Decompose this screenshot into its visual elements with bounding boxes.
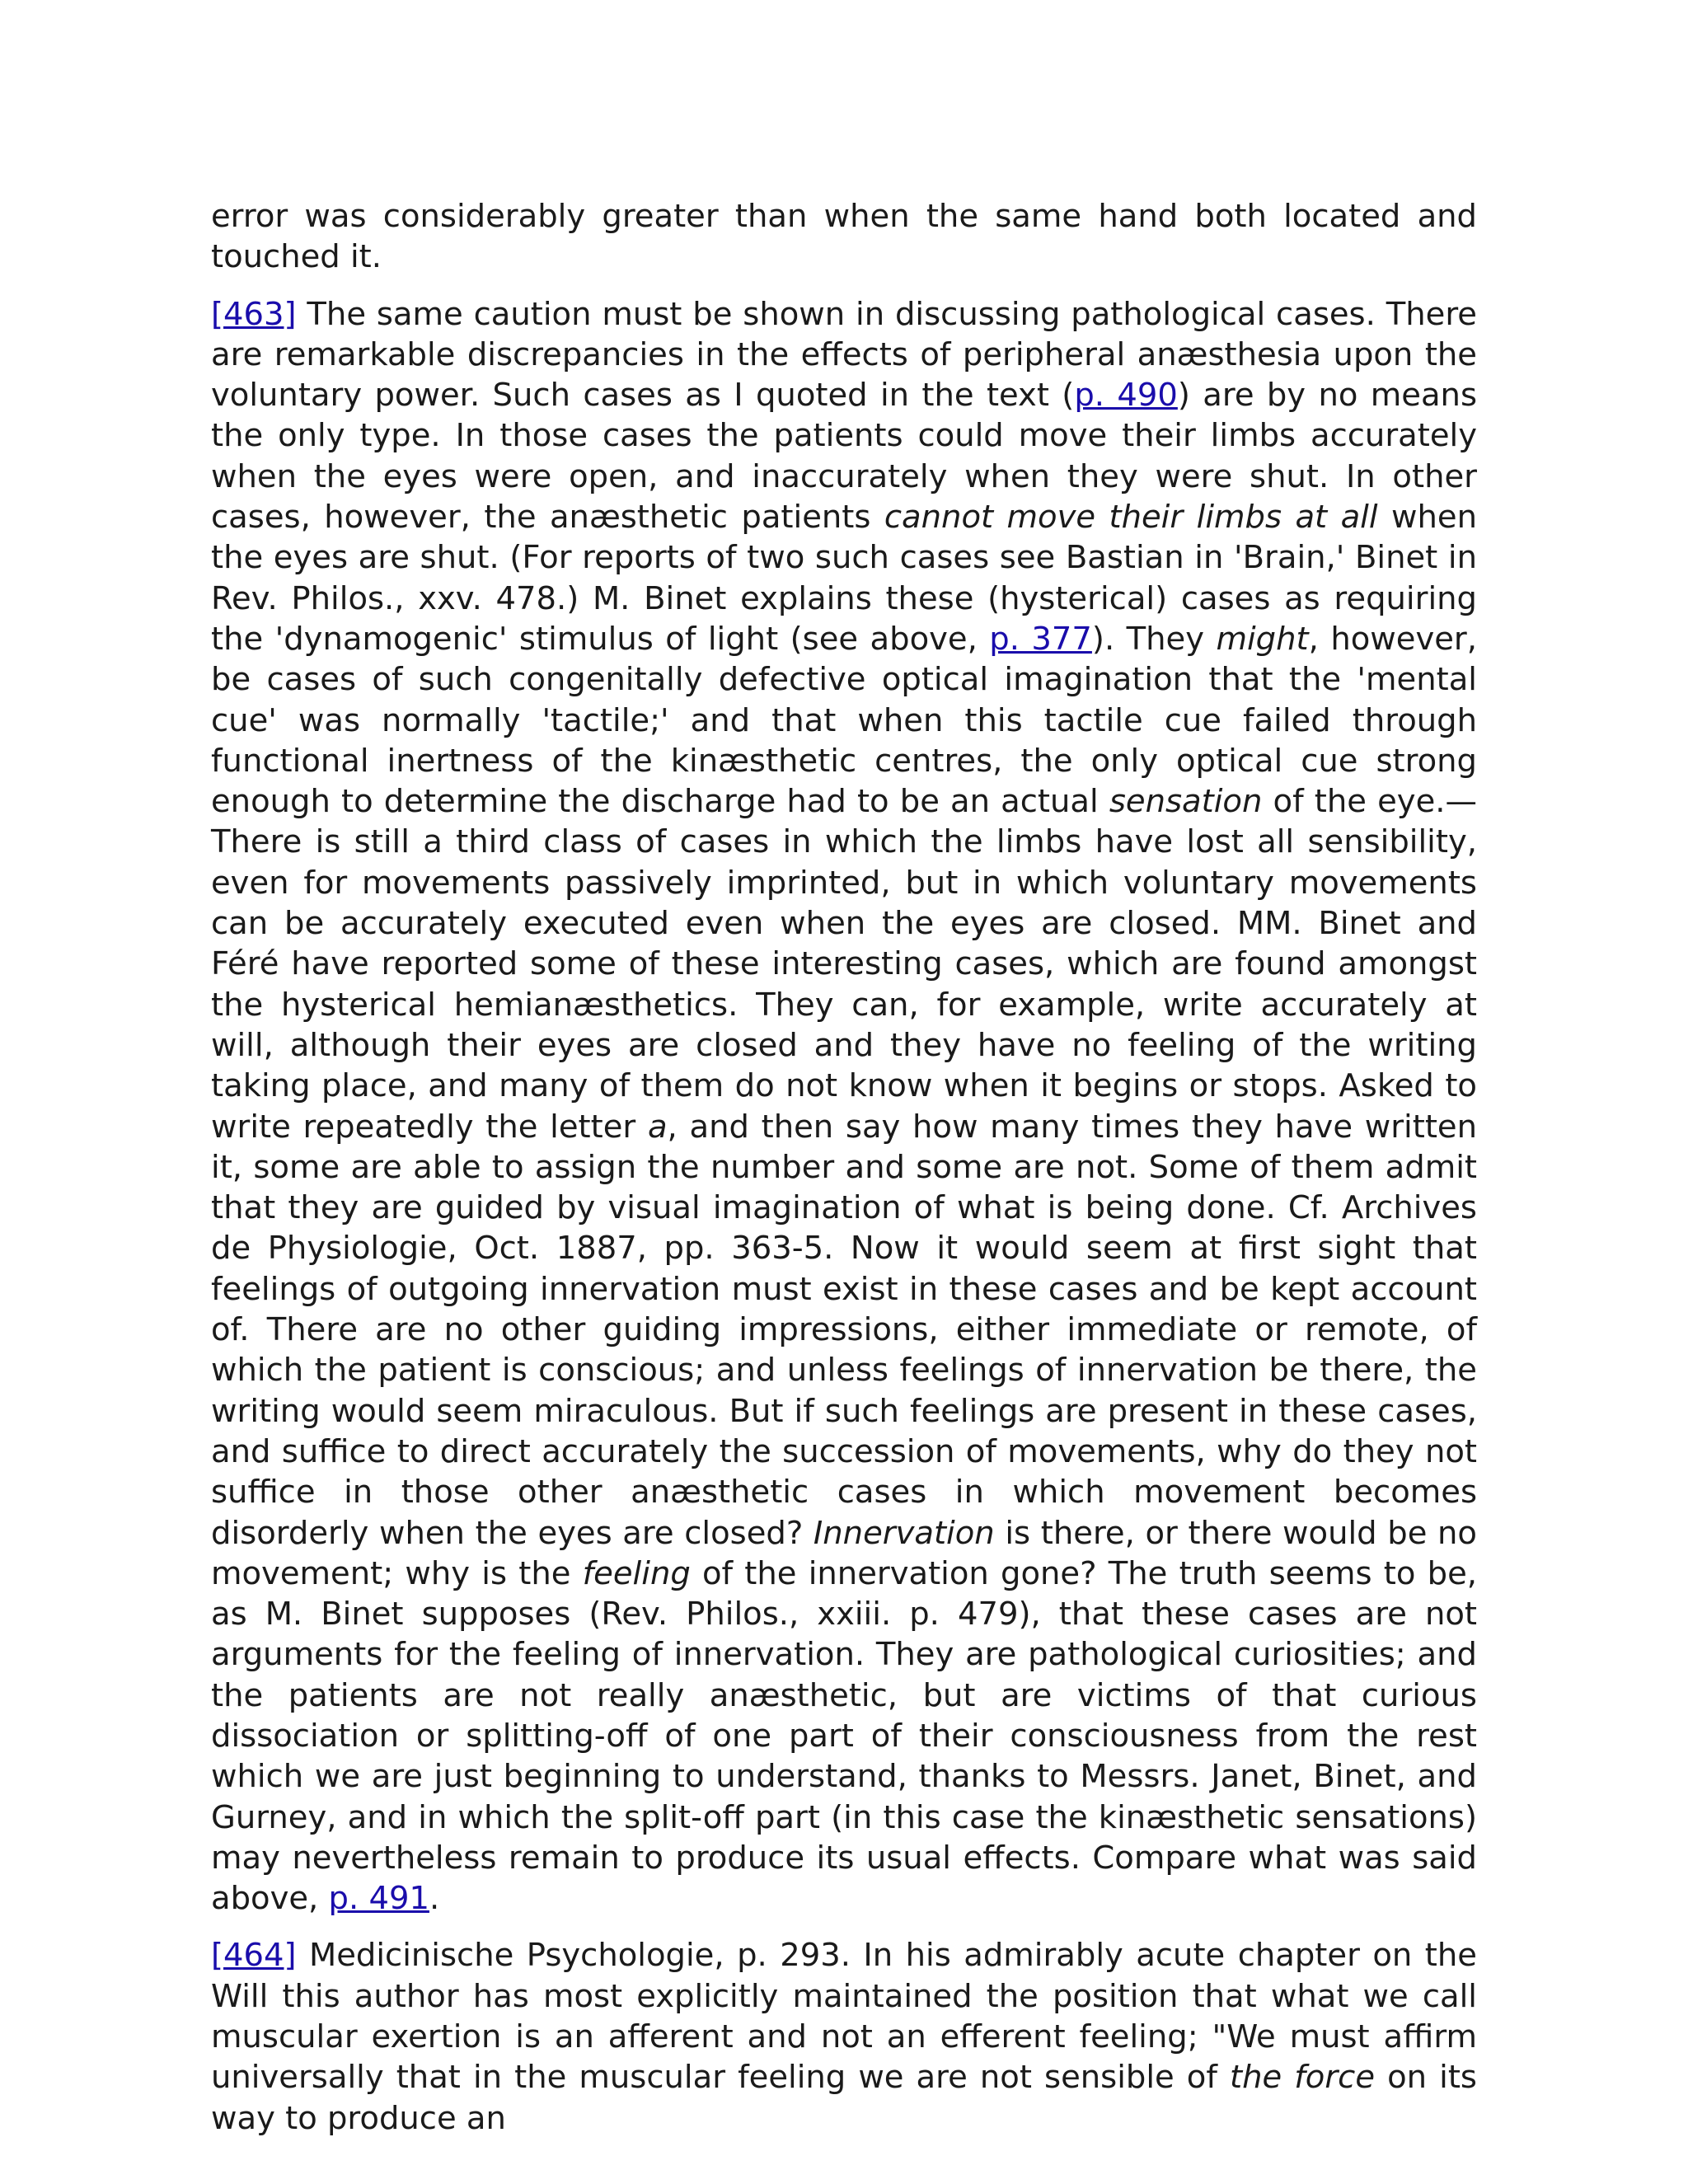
emphasis-text: cannot move their limbs at all	[884, 499, 1378, 537]
emphasis-text: might	[1216, 620, 1309, 658]
page-491-link[interactable]: p. 491	[328, 1880, 429, 1918]
footnote-text: , and then say how many times they have written it, some are able to assign the number and some are not. Some of them admit that they are guided by visual imagination of what is being done. Cf. Archives de Physiologie, Oct. 1887, pp. 363-5. Now it would seem at first sight that feelings of outgoing innervation must exist in these cases and be kept account of. There are no other guiding impressions, either immediate or remote, of which the patient is conscious; and unless feelings of innervation be there, the writing would seem miraculous. But if such feelings are present in these cases, and suffice to direct accurately the succession of movements, why do they not suffice in those other anæsthetic cases in which movement becomes disorderly when the eyes are closed?	[211, 1108, 1477, 1552]
footnote-ref-463-link[interactable]: [463]	[211, 295, 297, 333]
emphasis-text: sensation	[1109, 783, 1263, 821]
page-377-link[interactable]: p. 377	[989, 620, 1092, 658]
emphasis-text: Innervation	[813, 1514, 995, 1552]
footnote-ref-464-link[interactable]: [464]	[211, 1937, 297, 1975]
footnote-text: The same caution must be shown in discussing pathological cases. There are remarkable discrepancies in the effects of peripheral anæsthesia upon the voluntary power. Such cases as I quoted in the text (	[211, 295, 1477, 415]
footnote-text: ). They	[1091, 620, 1217, 658]
footnote-text: of the eye.—There is still a third class of cases in which the limbs have lost all sensibility, even for movements passively imprinted, but in which voluntary movements can be accurately executed even when the eyes are closed. MM. Binet and Féré have reported some of these interesting cases, which are found amongst the hysterical hemianæsthetics. They can, for example, write accurately at will, although their eyes are closed and they have no feeling of the writing taking place, and many of them do not know when it begins or stops. Asked to write repeatedly the letter	[211, 783, 1477, 1146]
footnote-text: , however, be cases of such congenitally defective optical imagination that the 'mental cue' was normally 'tactile;' and that when this tactile cue failed through functional inertness of the kinæsthetic centres, the only optical cue strong enough to determine the discharge had to be an actual	[211, 620, 1477, 821]
footnote-text: on its way to produce an	[211, 2059, 1477, 2137]
footnote-text: of the innervation gone? The truth seems to be, as M. Binet supposes (Rev. Philos., xxiii. p. 479), that these cases are not arguments for the feeling of innervation. They are pathological curiosities; and the patients are not really anæsthetic, but are victims of that curious dissociation or splitting-off of one part of their consciousness from the rest which we are just beginning to understand, thanks to Messrs. Janet, Binet, and Gurney, and in which the split-off part (in this case the kinæsthetic sensations) may nevertheless remain to produce its usual effects. Compare what was said above,	[211, 1554, 1478, 1918]
document-page	[211, 196, 1477, 2155]
page-490-link[interactable]: p. 490	[1074, 377, 1178, 415]
footnote-text: Medicinische Psychologie, p. 293. In his admirably acute chapter on the Will this author has most explicitly maintained the position that what we call muscular exertion is an afferent and not an efferent feeling; "We must affirm universally that in the muscular feeling we are not sensible of	[211, 1937, 1477, 2097]
footnote-text: when the eyes are shut. (For reports of two such cases see Bastian in 'Brain,' Binet in Rev. Philos., xxv. 478.) M. Binet explains these (hysterical) cases as requiring the 'dynamogenic' stimulus of light (see above,	[211, 499, 1477, 658]
emphasis-text: the force	[1229, 2059, 1376, 2097]
footnote-text: is there, or there would be no movement; why is the	[211, 1514, 1477, 1592]
footnote-464	[211, 1935, 1477, 2138]
footnote-text: .	[429, 1880, 440, 1918]
emphasis-text: feeling	[582, 1554, 691, 1592]
footnote-463	[211, 294, 1477, 1919]
continuation-paragraph	[211, 196, 1477, 278]
footnote-text: ) are by no means the only type. In those cases the patients could move their limbs accurately when the eyes were open, and inaccurately when they were shut. In other cases, however, the anæsthetic patients	[211, 377, 1478, 537]
paragraph-text: error was considerably greater than when the same hand both located and touched it.	[211, 198, 1477, 276]
emphasis-text: a	[647, 1108, 668, 1146]
